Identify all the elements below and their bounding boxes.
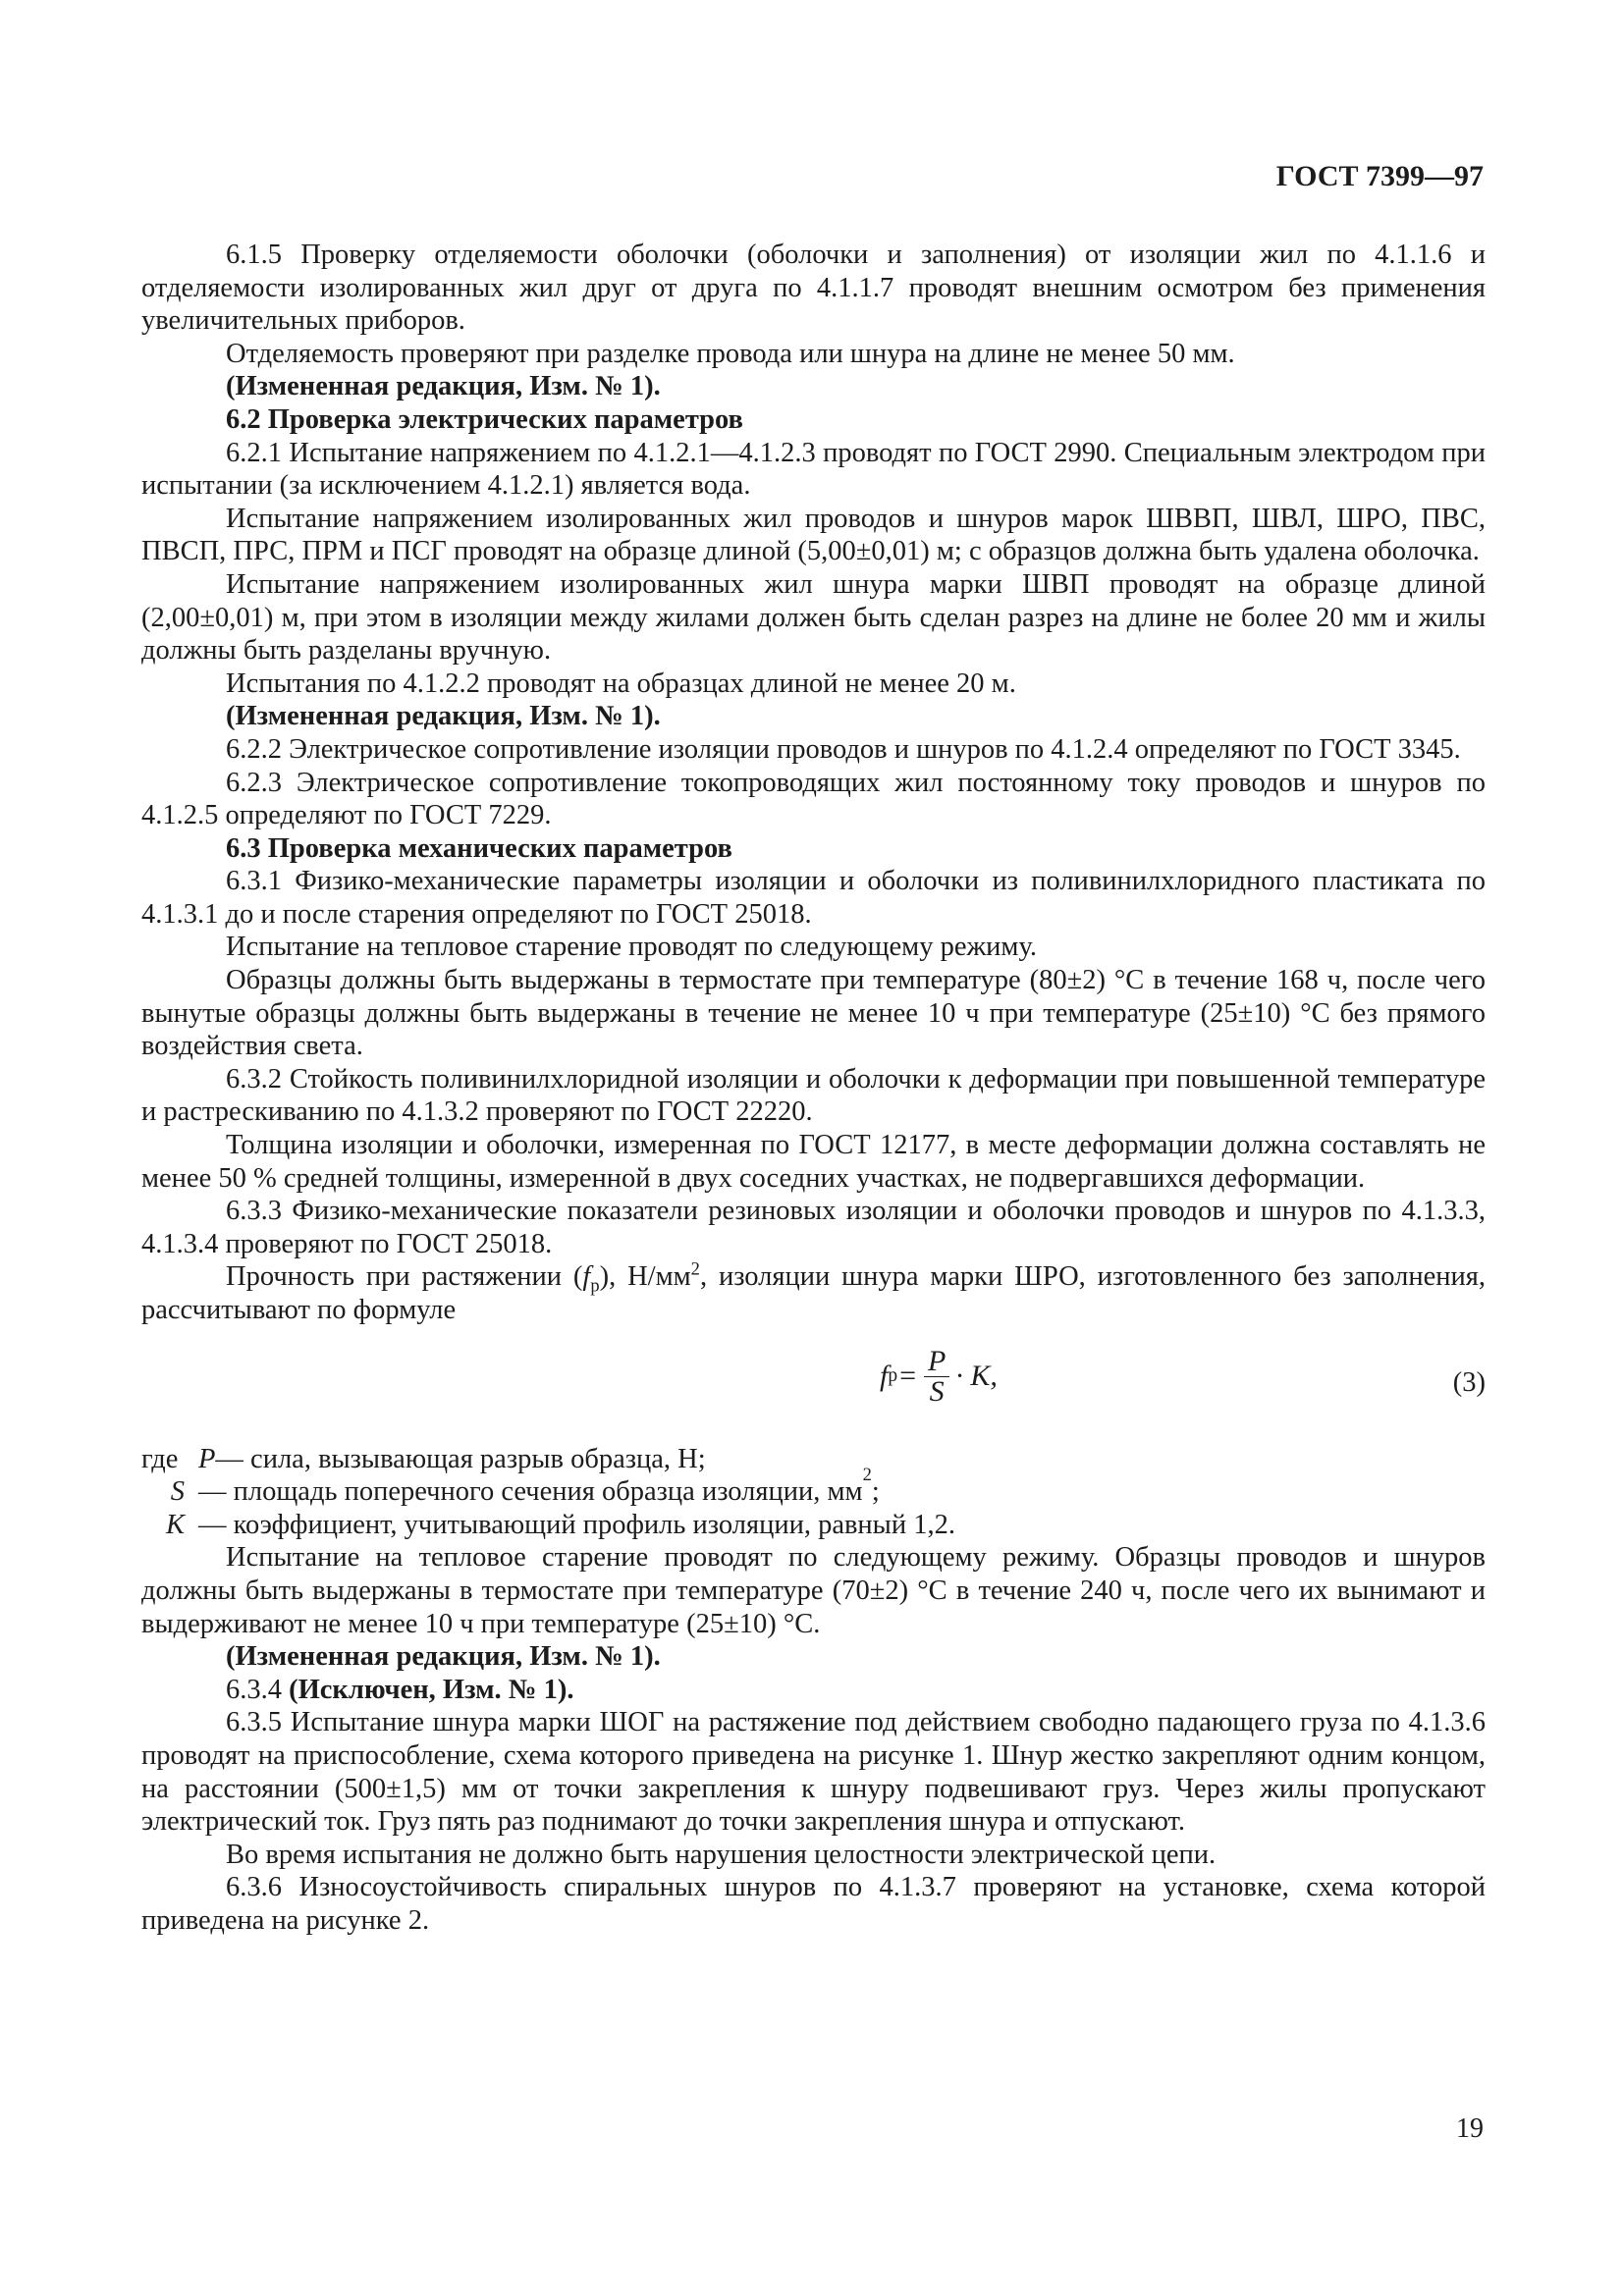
paragraph: Отделяемость проверяют при разделке провода или шнура на длине не менее 50 мм.: [226, 338, 1235, 369]
fraction: $\frac{P}{S}$: [924, 1347, 949, 1407]
paragraph: Испытания по 4.1.2.2 проводят на образцах длиной не менее 20 м.: [226, 667, 1016, 699]
amendment-note: (Измененная редакция, Изм. № 1).: [226, 1641, 661, 1673]
definition-item: где P — сила, вызывающая разрыв образца, Н;: [141, 1443, 706, 1474]
document-code-header: ГОСТ 7399—97: [1275, 160, 1484, 192]
paragraph-6-3-6: 6.3.6 Износоустойчивость спиральных шнуров по 4.1.3.7 проверяют на установке, схема которой приведена на рисунке 2.: [141, 1872, 1486, 1936]
paragraph: Испытание напряжением изолированных жил шнура марки ШВП проводят на образце длиной (2,00±0,01) м, при этом в изоляции между жилами должен быть сделан разрез на длине не более 20 мм и жилы должны быть разделаны вручную.: [141, 568, 1486, 667]
page-number: 19: [1456, 2113, 1484, 2144]
section-heading-6-3: 6.3 Проверка механических параметров: [226, 832, 732, 864]
paragraph-6-2-2: 6.2.2 Электрическое сопротивление изоляции проводов и шнуров по 4.1.2.4 определяют по ГОСТ 3345.: [226, 733, 1461, 765]
paragraph-6-1-5: 6.1.5 Проверку отделяемости оболочки (оболочки и заполнения) от изоляции жил по 4.1.1.6 и отделяемости изолированных жил друг от друга по 4.1.1.7 проводят внешним осмотром без применения увеличительных приборов.: [141, 240, 1486, 337]
definitions-list: [141, 1443, 1486, 1542]
amendment-note: (Измененная редакция, Изм. № 1).: [226, 371, 661, 402]
paragraph-tensile-strength: Прочность при растяжении $(f_р)$, $Н/мм^2$, изоляции шнура марки ШРО, изготовленного без заполнения, рассчитывают по формуле: [141, 1258, 1487, 1325]
paragraph-6-3-5: 6.3.5 Испытание шнура марки ШОГ на растяжение под действием свободно падающего груза по 4.1.3.6 проводят на приспособление, схема которого приведена на рисунке 1. Шнур жестко закрепляют одним концом, на расстоянии (500±1,5) мм от точки закрепления к шнуру подвешивают груз. Через жилы пропускают электрический ток. Груз пять раз поднимают до точки закрепления шнура и отпускают.: [141, 1707, 1486, 1838]
formula-3: [141, 1333, 1486, 1443]
paragraph: Испытание на тепловое старение проводят по следующему режиму. Образцы проводов и шнуров должны быть выдержаны в термостате при температуре (70±2) °С в течение 240 ч, после чего их вынимают и выдерживают не менее 10 ч при температуре (25±10) °С.: [141, 1542, 1486, 1639]
amendment-note: (Измененная редакция, Изм. № 1).: [226, 701, 661, 732]
paragraph-6-3-3: 6.3.3 Физико-механические показатели резиновых изоляции и оболочки проводов и шнуров по 4.1.3.3, 4.1.3.4 проверяют по ГОСТ 25018.: [141, 1196, 1486, 1259]
paragraph-6-2-3: 6.2.3 Электрическое сопротивление токопроводящих жил постоянному току проводов и шнуров по 4.1.2.5 определяют по ГОСТ 7229.: [141, 767, 1486, 831]
paragraph-6-3-1: 6.3.1 Физико-механические параметры изоляции и оболочки из поливинилхлоридного пластиката по 4.1.3.1 до и после старения определяют по ГОСТ 25018.: [141, 866, 1486, 930]
formula-body: f р = $\frac{P}{S}$ · K,: [880, 1344, 998, 1408]
definition-item: K — коэффициент, учитывающий профиль изоляции, равный 1,2.: [165, 1509, 955, 1540]
definition-item: S — площадь поперечного сечения образца изоляции, мм 2 ;: [170, 1465, 880, 1508]
body-text: [141, 239, 1486, 1938]
paragraph-6-2-1: 6.2.1 Испытание напряжением по 4.1.2.1—4.1.2.3 проводят по ГОСТ 2990. Специальным электродом при испытании (за исключением 4.1.2.1) является вода.: [141, 437, 1486, 502]
paragraph: Образцы должны быть выдержаны в термостате при температуре (80±2) °С в течение 168 ч, после чего вынутые образцы должны быть выдержаны в течение не менее 10 ч при температуре (25±10) °С без прямого воздействия света.: [141, 965, 1486, 1062]
paragraph: Испытание на тепловое старение проводят по следующему режиму.: [226, 932, 1037, 963]
section-heading-6-2: 6.2 Проверка электрических параметров: [226, 403, 743, 435]
paragraph-6-3-2: 6.3.2 Стойкость поливинилхлоридной изоляции и оболочки к деформации при повышенной температуре и растрескиванию по 4.1.3.2 проверяют по ГОСТ 22220.: [141, 1063, 1486, 1128]
paragraph: Испытание напряжением изолированных жил проводов и шнуров марок ШВВП, ШВЛ, ШРО, ПВС, ПВСП, ПРС, ПРМ и ПСГ проводят на образце длиной (5,00±0,01) м; с образцов должна быть удалена оболочка.: [141, 503, 1486, 567]
formula-number: (3): [1452, 1366, 1486, 1398]
paragraph-6-3-4: 6.3.4 (Исключен, Изм. № 1).: [226, 1674, 574, 1705]
paragraph: Толщина изоляции и оболочки, измеренная по ГОСТ 12177, в месте деформации должна составлять не менее 50 % средней толщины, измеренной в двух соседних участках, не подвергавшихся деформации.: [141, 1130, 1486, 1194]
paragraph: Во время испытания не должно быть нарушения целостности электрической цепи.: [226, 1839, 1217, 1870]
